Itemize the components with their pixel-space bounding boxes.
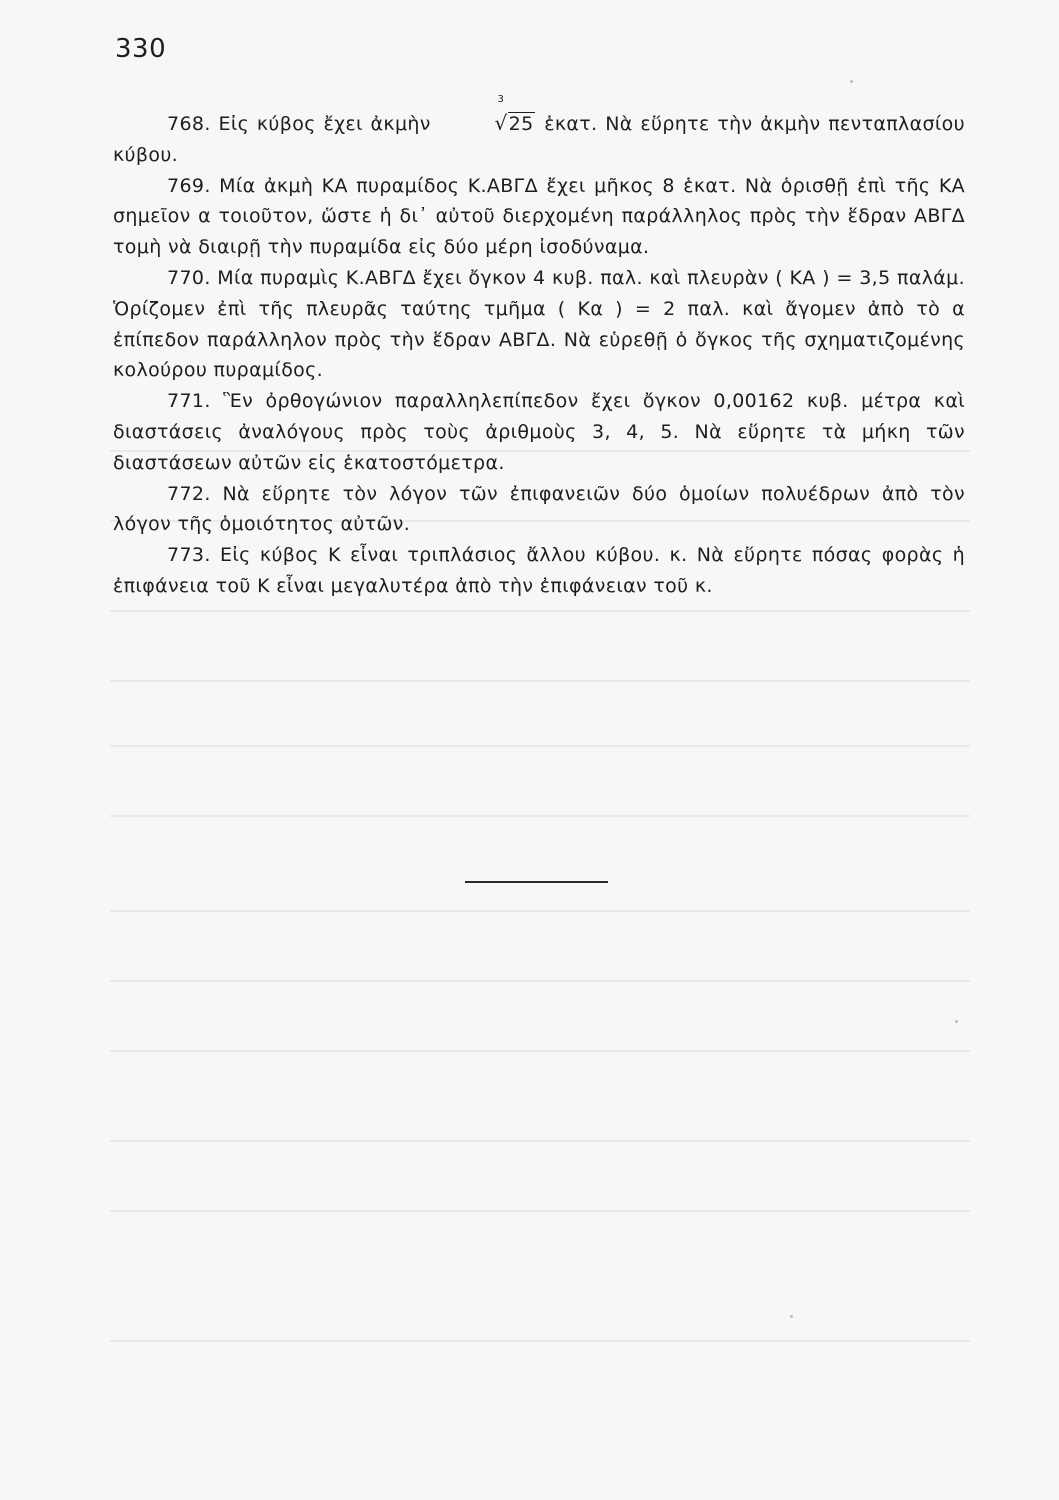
bleed-through-line	[110, 1050, 970, 1052]
problem-768	[113, 94, 965, 171]
problem-number: 771.	[167, 390, 211, 413]
root-index: 3	[497, 94, 505, 105]
problem-list	[113, 94, 965, 602]
problem-text-before: Εἰς κύβος ἔχει ἀκμὴν	[210, 113, 439, 135]
problem-772	[113, 479, 965, 541]
bleed-through-line	[110, 1340, 970, 1342]
problem-771	[113, 386, 965, 478]
bleed-through-line	[110, 980, 970, 982]
bleed-through-line	[110, 910, 970, 912]
paper-speck	[955, 1020, 958, 1023]
bleed-through-line	[110, 680, 970, 682]
problem-770	[113, 263, 965, 386]
bleed-through-line	[110, 815, 970, 817]
paper-speck	[850, 80, 853, 83]
end-divider-rule	[465, 881, 608, 883]
problem-text-after: ἑκατ. Νὰ εὕρητε τὴν ἀκμὴν πενταπλασίου κύβου.	[113, 113, 965, 166]
problem-text: Μία πυραμὶς Κ.ΑΒΓΔ ἔχει ὄγκον 4 κυβ. παλ. καὶ πλευρὰν ( ΚΑ ) = 3,5 παλάμ. Ὁρίζομεν ἐπὶ τῆς πλευρᾶς ταύτης τμῆμα ( Κα ) = 2 παλ. καὶ ἄγομεν ἀπὸ τὸ α ἐπίπεδον παράλληλον πρὸς τὴν ἕδραν ΑΒΓΔ. Νὰ εὑρεθῇ ὁ ὄγκος τῆς σχηματιζομένης κολούρου πυραμίδος.	[113, 266, 965, 382]
paper-speck	[790, 1315, 793, 1318]
bleed-through-line	[110, 1140, 970, 1142]
problem-number: 768.	[167, 113, 211, 135]
page-number: 330	[115, 34, 167, 64]
problem-text: Μία ἀκμὴ ΚΑ πυραμίδος Κ.ΑΒΓΔ ἔχει μῆκος 8 ἑκατ. Νὰ ὁρισθῇ ἐπὶ τῆς ΚΑ σημεῖον α τοιοῦτον, ὥστε ἡ δι᾽ αὐτοῦ διερχομένη παράλληλος πρὸς τὴν ἕδραν ΑΒΓΔ τομὴ νὰ διαιρῇ τὴν πυραμίδα εἰς δύο μέρη ἰσοδύναμα.	[113, 174, 965, 259]
problem-text: Νὰ εὕρητε τὸν λόγον τῶν ἐπιφανειῶν δύο ὁμοίων πολυέδρων ἀπὸ τὸν λόγον τῆς ὁμοιότητος αὐτῶν.	[113, 482, 965, 536]
bleed-through-line	[110, 745, 970, 747]
problem-769	[113, 171, 965, 263]
radical-sign: √	[494, 111, 508, 135]
cube-root	[441, 94, 535, 140]
problem-number: 769.	[167, 174, 211, 197]
problem-number: 772.	[167, 482, 211, 505]
problem-number: 770.	[167, 266, 211, 289]
problem-773	[113, 540, 965, 602]
problem-text: Εἰς κύβος Κ εἶναι τριπλάσιος ἄλλου κύβου. κ. Νὰ εὕρητε πόσας φορὰς ἡ ἐπιφάνεια τοῦ Κ εἶναι μεγαλυτέρα ἀπὸ τὴν ἐπιφάνειαν τοῦ κ.	[113, 544, 965, 597]
problem-text: Ἓν ὀρθογώνιον παραλληλεπίπεδον ἔχει ὄγκον 0,00162 κυβ. μέτρα καὶ διαστάσεις ἀναλόγους πρὸς τοὺς ἀριθμοὺς 3, 4, 5. Νὰ εὕρητε τὰ μήκη τῶν διαστάσεων αὐτῶν εἰς ἑκατοστόμετρα.	[113, 390, 965, 474]
bleed-through-line	[110, 1210, 970, 1212]
radicand: 25	[508, 113, 534, 135]
problem-number: 773.	[167, 544, 211, 567]
bleed-through-line	[110, 610, 970, 612]
